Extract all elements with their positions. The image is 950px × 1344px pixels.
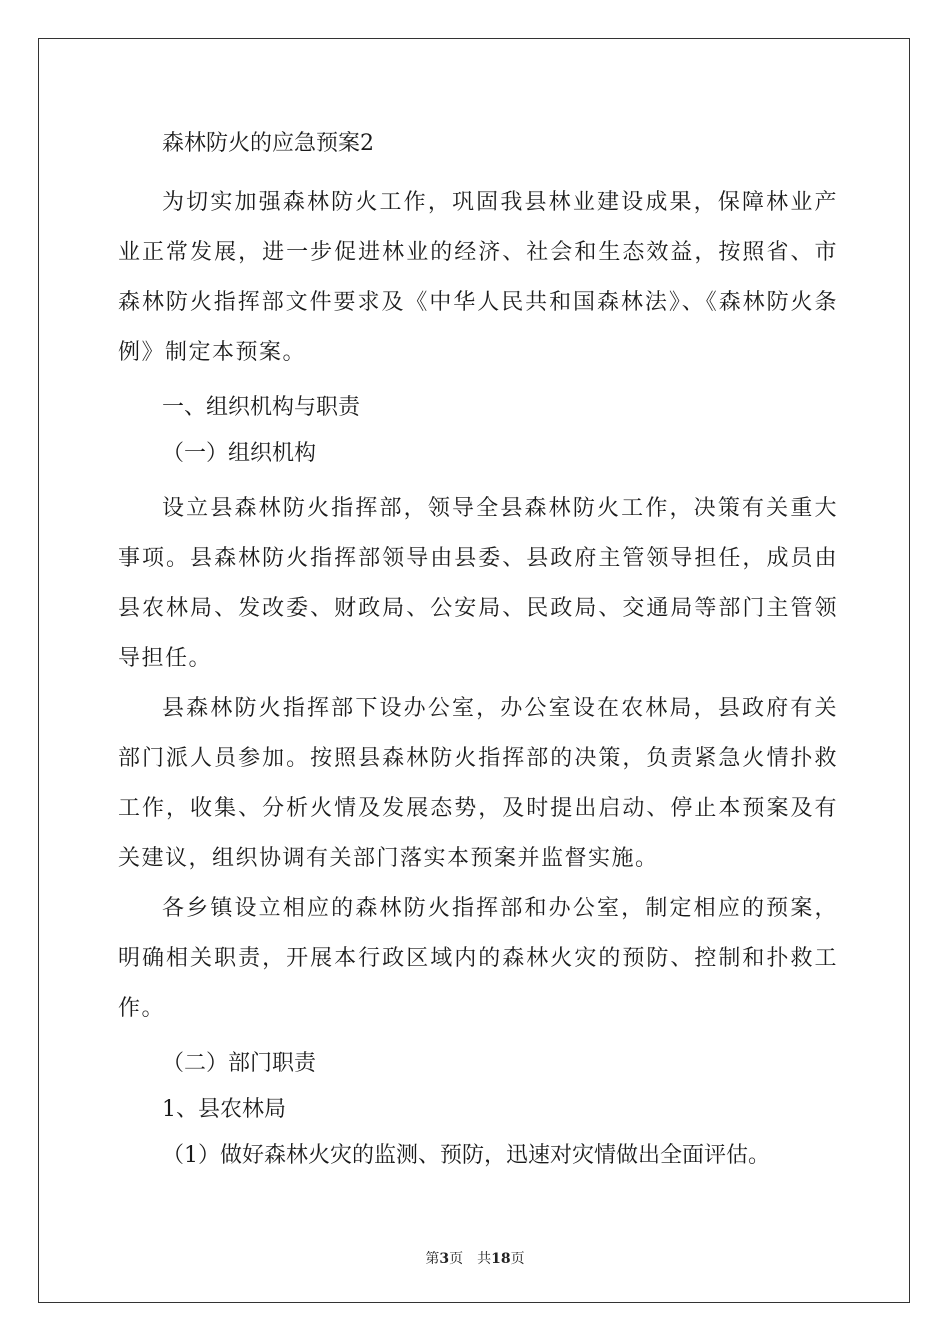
section-heading: （一）组织机构 (162, 441, 317, 466)
footer-total-prefix: 共 (477, 1251, 492, 1267)
footer-page-prefix: 第 (425, 1251, 440, 1267)
footer-page-total: 18 (491, 1251, 511, 1267)
paragraph: 为切实加强森林防火工作，巩固我县林业建设成果，保障林业产业正常发展，进一步促进林业的经济、社会和生态效益，按照省、市森林防火指挥部文件要求及《中华人民共和国森林法》、《森林防火条例》制定本预案。 (118, 190, 838, 365)
paragraph: 各乡镇设立相应的森林防火指挥部和办公室，制定相应的预案，明确相关职责，开展本行政区域内的森林火灾的预防、控制和扑救工作。 (118, 896, 838, 1021)
document-body (118, 128, 838, 1186)
section-heading: 1、县农林局 (162, 1097, 286, 1122)
document-blocks (118, 178, 838, 1172)
section-heading: （1）做好森林火灾的监测、预防，迅速对灾情做出全面评估。 (162, 1143, 770, 1168)
footer-page-mid: 页 (449, 1251, 464, 1267)
document-title: 森林防火的应急预案2 (162, 131, 374, 156)
paragraph: 县森林防火指挥部下设办公室，办公室设在农林局，县政府有关部门派人员参加。按照县森林防火指挥部的决策，负责紧急火情扑救工作，收集、分析火情及发展态势，及时提出启动、停止本预案及有关建议，组织协调有关部门落实本预案并监督实施。 (118, 696, 838, 871)
footer-total-suffix: 页 (510, 1251, 525, 1267)
page-footer (0, 1250, 950, 1268)
footer-page-current: 3 (439, 1251, 450, 1267)
section-heading: （二）部门职责 (162, 1051, 317, 1076)
paragraph: 设立县森林防火指挥部，领导全县森林防火工作，决策有关重大事项。县森林防火指挥部领导由县委、县政府主管领导担任，成员由县农林局、发改委、财政局、公安局、民政局、交通局等部门主管领导担任。 (118, 496, 838, 671)
section-heading: 一、组织机构与职责 (162, 395, 361, 420)
